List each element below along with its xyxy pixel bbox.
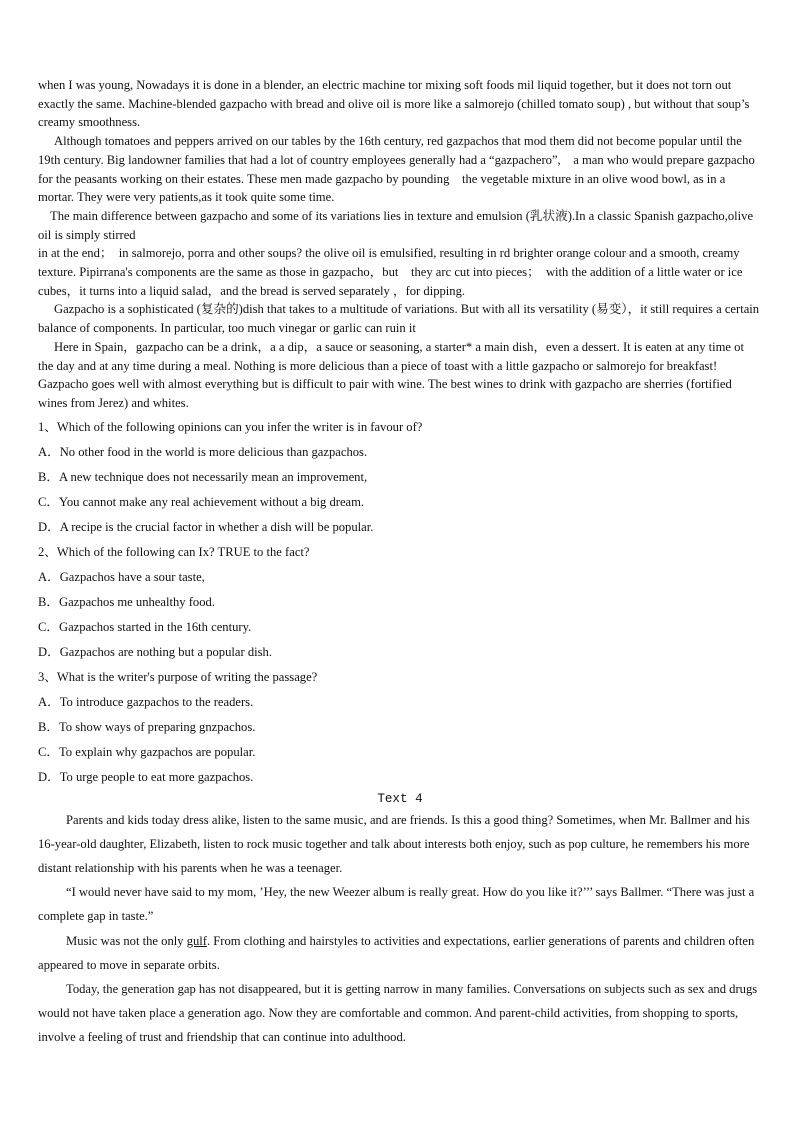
answer-option[interactable]: C．To explain why gazpachos are popular. (38, 744, 256, 759)
answer-option[interactable]: A．Gazpachos have a sour taste, (38, 569, 205, 584)
text-segment: . From clothing and hairstyles to activities and expectations, earlier generations of parents and children often appeared to move in separate orbits. (38, 933, 755, 972)
passage-paragraph-spain: Here in Spain，gazpacho can be a drink，a a dip，a sauce or seasoning, a starter* a main dish，even a dessert. It is eaten at any time ot the day and at any time during a meal. Nothing is more delicious than a piece of toast with a little gazpacho or salmorejo for breakfast! Gazpacho goes well with almost everything but is difficult to pair with wine. The best wines to drink with gazpacho are sherries (fortified wines from Jerez) and whites. (38, 339, 744, 410)
answer-option[interactable]: A．No other food in the world is more delicious than gazpachos. (38, 444, 368, 459)
section-title: Text 4 (377, 791, 423, 806)
question-block-2 (38, 540, 762, 665)
answer-option[interactable]: B．A new technique does not necessarily mean an improvement, (38, 469, 368, 484)
passage-paragraph-continuation: when I was young, Nowadays it is done in a blender, an electric machine tor mixing soft foods mil liquid together, but it does not torn out exactly the same. Machine-blended gazpacho with bread and olive oil is more like a salmorejo (chilled tomato soup) , but without that soup’s creamy smoothness. (38, 78, 750, 130)
question-stem: 1、Which of the following opinions can you infer the writer is in favour of? (38, 419, 423, 434)
question-block-1 (38, 415, 762, 540)
answer-option[interactable]: C．You cannot make any real achievement without a big dream. (38, 494, 365, 509)
text4-paragraph-intro: Parents and kids today dress alike, listen to the same music, and are friends. Is this a good thing? Sometimes, when Mr. Ballmer and his 16-year-old daughter, Elizabeth, listen to rock music together and talk about interests both enjoy, such as pop culture, he remembers his more distant relationship with his parents when he was a teenager. (38, 812, 750, 876)
passage-paragraph-sophisticated: Gazpacho is a sophisticated (复杂的)dish that takes to a multitude of variations. But with all its versatility (易变），it still requires a certain balance of components. In particular, too much vinegar or garlic can ruin it (38, 302, 760, 336)
answer-option[interactable]: B．To show ways of preparing gnzpachos. (38, 719, 256, 734)
passage-paragraph-emulsion-start: The main difference between gazpacho and some of its variations lies in texture and emulsion (乳状液).In a classic Spanish gazpacho,olive oil is simply stirred (38, 208, 754, 242)
document-page (38, 76, 762, 1050)
question-stem: 2、Which of the following can Ix? TRUE to the fact? (38, 544, 310, 559)
answer-option[interactable]: C．Gazpachos started in the 16th century. (38, 619, 252, 634)
text4-section (38, 790, 762, 1050)
text-segment: Music was not the only (66, 933, 187, 948)
text4-paragraph-today: Today, the generation gap has not disappeared, but it is getting narrow in many families. Conversations on subjects such as sex and drugs would not have taken place a generation ago. Now they are comfortable and common. And parent-child activities, from shopping to sports, involve a feeling of trust and friendship that can continue into adulthood. (38, 982, 758, 1045)
underlined-word: gulf (186, 933, 207, 948)
question-stem: 3、What is the writer's purpose of writing the passage? (38, 669, 318, 684)
passage-paragraph-emulsion-cont: in at the end； in salmorejo, porra and other soups? the olive oil is emulsified, resulting in rd brighter orange colour and a smooth, creamy texture. Pipirrana's components are the same as those in gazpacho，but they arc cut into pieces； with the addition of a little water or ice cubes，it turns into a liquid salad，and the bread is served separately ，for dipping. (38, 246, 743, 298)
answer-option[interactable]: B．Gazpachos me unhealthy food. (38, 594, 215, 609)
answer-option[interactable]: D．A recipe is the crucial factor in whether a dish will be popular. (38, 519, 374, 534)
answer-option[interactable]: A．To introduce gazpachos to the readers. (38, 694, 254, 709)
text4-paragraph-gulf (38, 929, 762, 977)
answer-option[interactable]: D．Gazpachos are nothing but a popular dish. (38, 644, 272, 659)
answer-option[interactable]: D．To urge people to eat more gazpachos. (38, 769, 254, 784)
passage-paragraph-tomatoes: Although tomatoes and peppers arrived on our tables by the 16th century, red gazpachos that mod them did not become popular until the 19th century. Big landowner families that had a lot of country employees generally had a “gazpachero”, a man who would prepare gazpacho for the peasants working on their estates. These men made gazpacho by pounding the vegetable mixture in an olive wood bowl, as in a mortar. They were very patients,as it took quite some time. (38, 134, 755, 205)
question-block-3 (38, 665, 762, 790)
text4-paragraph-quote: “I would never have said to my mom, ’Hey, the new Weezer album is really great. How do you like it?’’’ says Ballmer. “There was just a complete gap in taste.” (38, 885, 755, 924)
